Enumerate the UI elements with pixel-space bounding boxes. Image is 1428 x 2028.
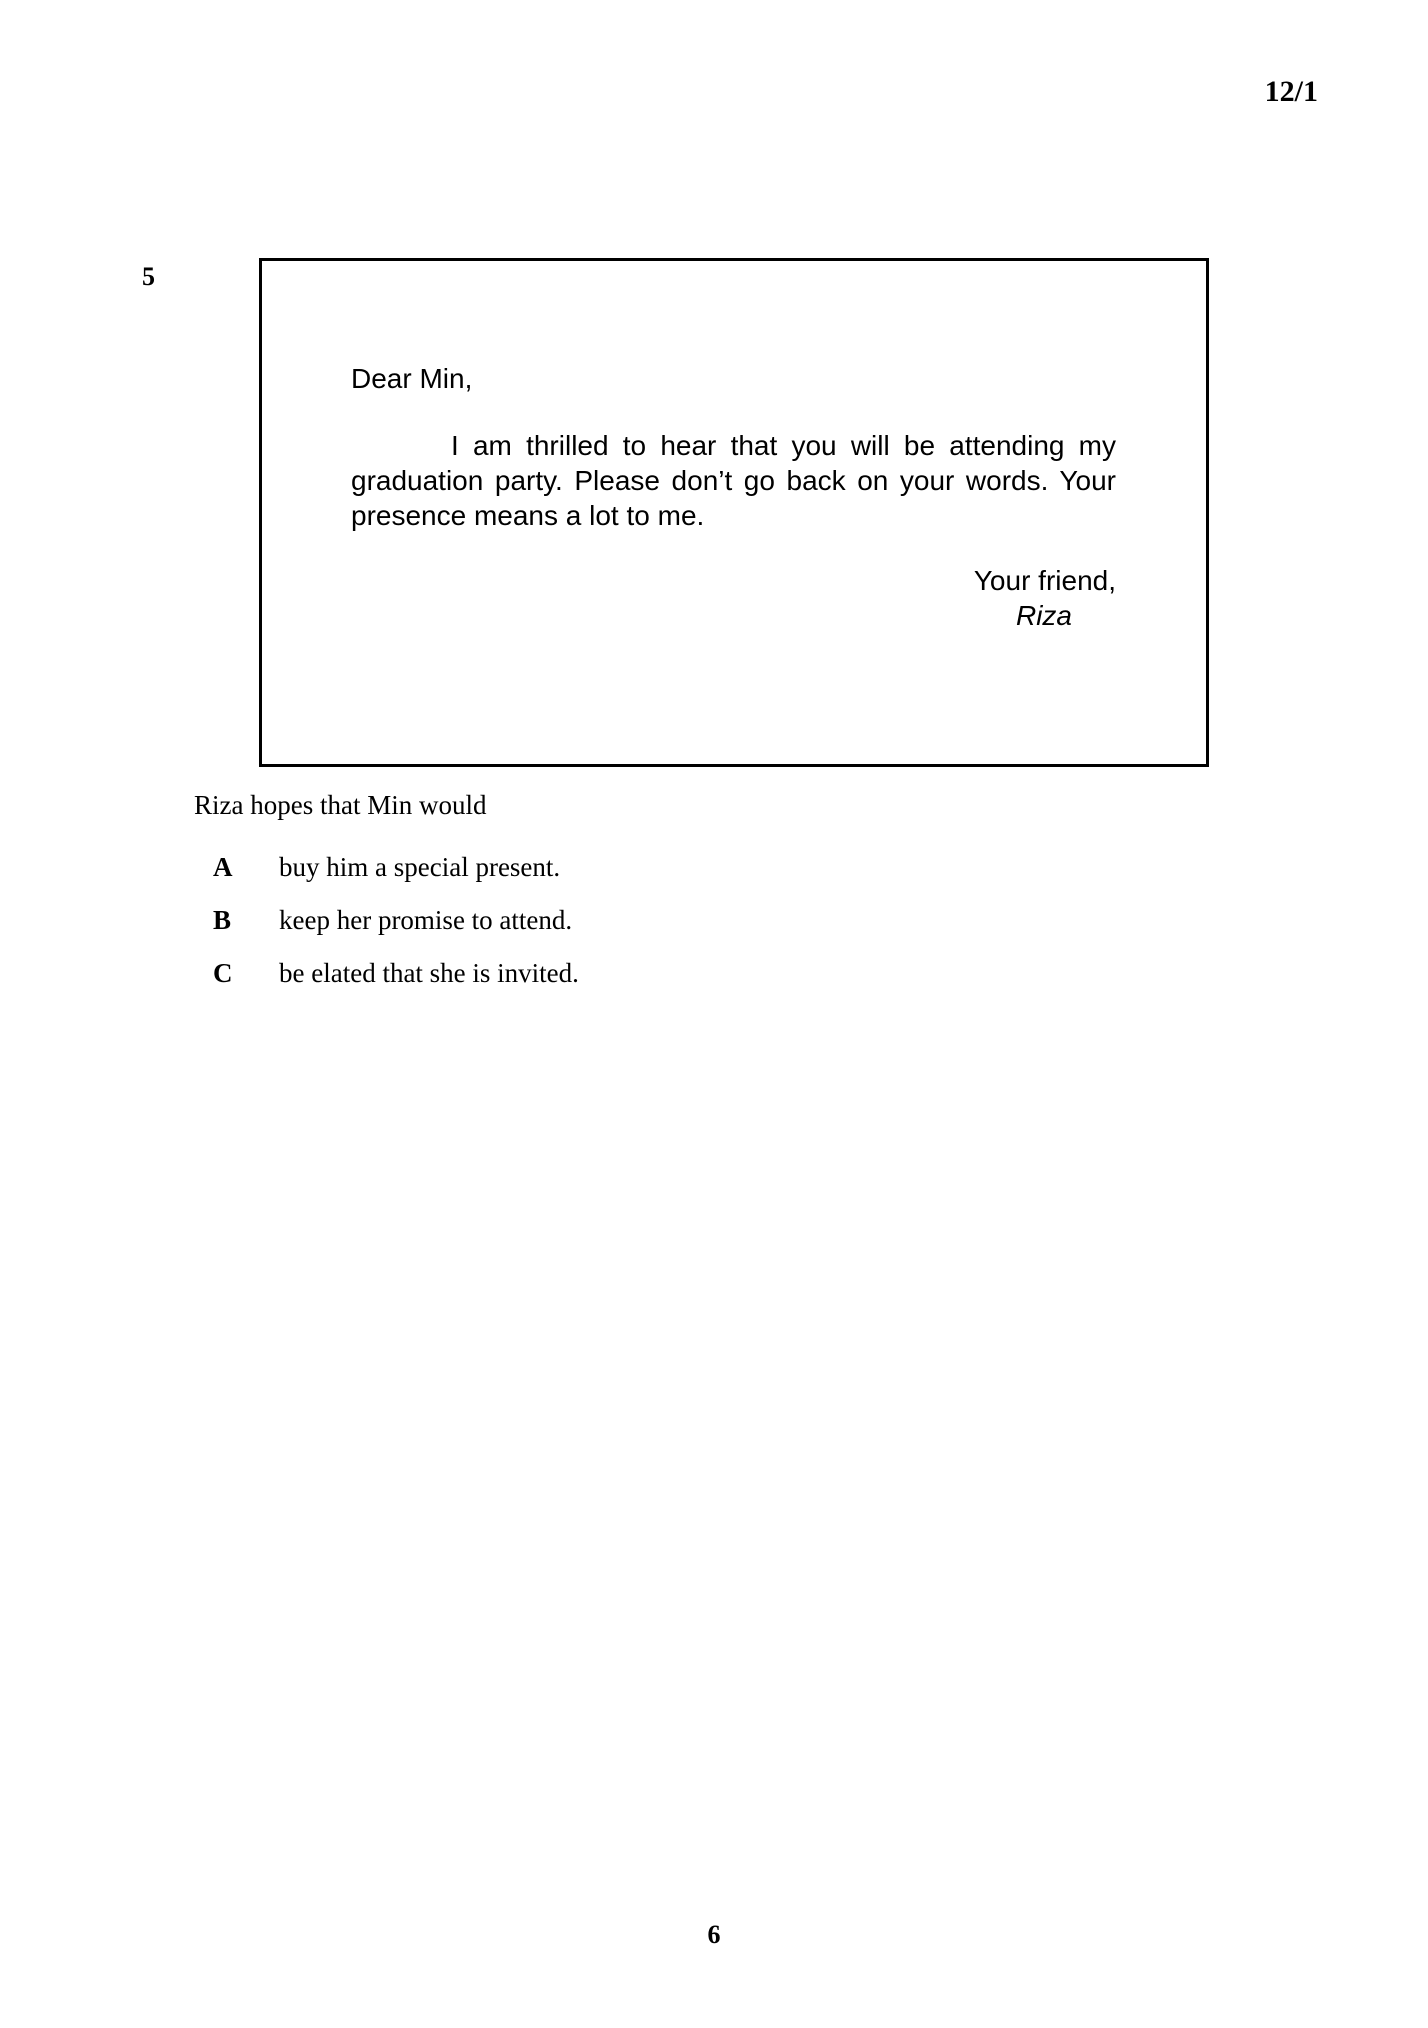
option-text: keep her promise to attend. <box>279 905 573 935</box>
page-code: 12/1 <box>1264 75 1318 108</box>
option-text: be elated that she is invited. <box>279 958 579 988</box>
option-a[interactable] <box>213 850 579 903</box>
letter-closing: Your friend, <box>973 565 1116 596</box>
letter-salutation: Dear Min, <box>351 363 473 394</box>
option-b[interactable] <box>213 903 579 956</box>
answer-options <box>213 850 579 1009</box>
letter-box <box>259 258 1209 767</box>
option-letter: B <box>213 905 232 935</box>
option-letter: C <box>213 958 233 988</box>
letter-content <box>351 361 1116 633</box>
question-number: 5 <box>142 262 155 291</box>
letter-body: I am thrilled to hear that you will be attending my graduation party. Please don’t go back on your words. Your presence means a lot to me. <box>351 430 1116 531</box>
page-number: 6 <box>707 1920 721 1949</box>
option-letter: A <box>213 852 233 882</box>
option-text: buy him a special present. <box>279 852 561 882</box>
letter-signature: Riza <box>1015 600 1072 631</box>
option-c[interactable] <box>213 956 579 1009</box>
question-stem: Riza hopes that Min would <box>194 790 487 820</box>
